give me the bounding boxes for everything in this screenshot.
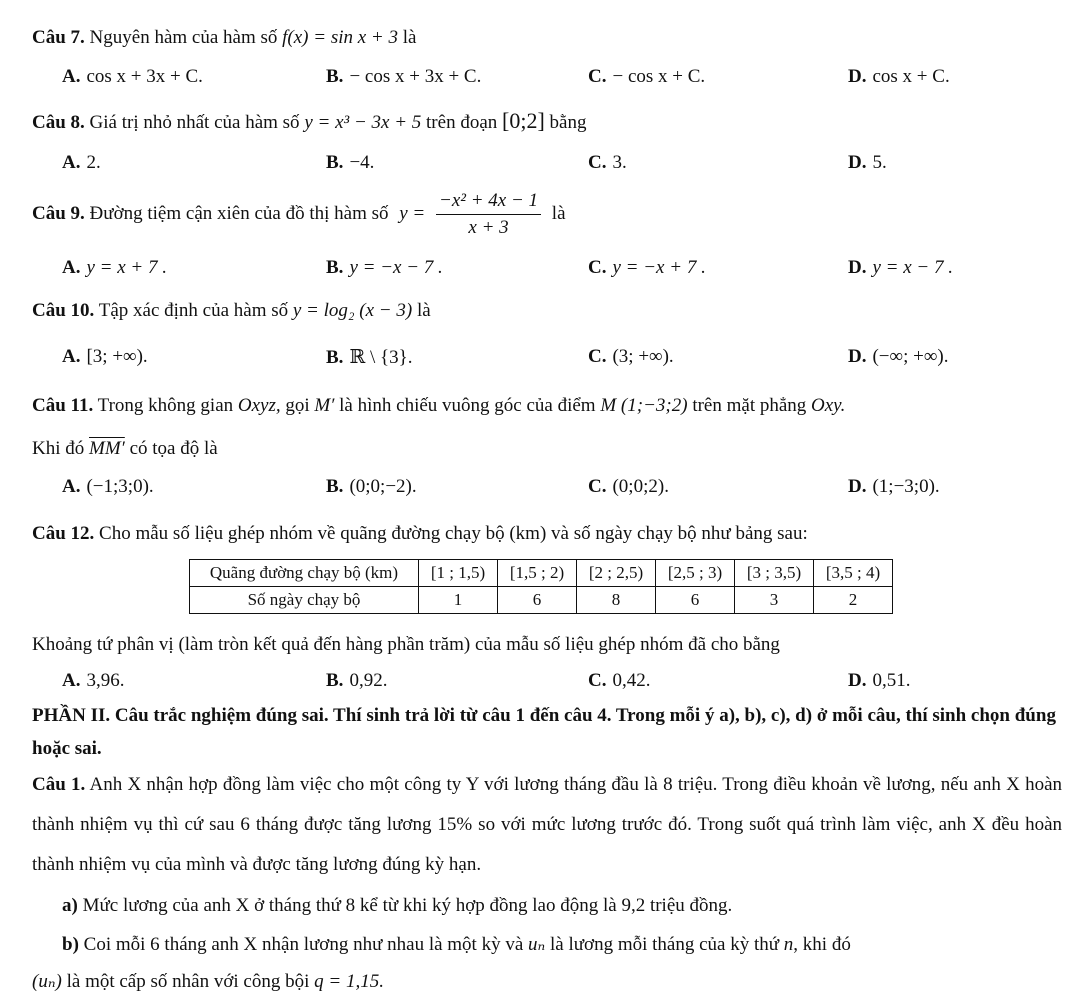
q12-text: Cho mẫu số liệu ghép nhóm về quãng đường chạy bộ (km) và số ngày chạy bộ như bảng sau:	[99, 523, 808, 544]
table-cell: 3	[735, 587, 814, 614]
part2-q1-text: Anh X nhận hợp đồng làm việc cho một công ty Y với lương tháng đầu là 8 triệu. Trong điều khoản về lương, nếu anh X hoàn thành nhiệm vụ thì cứ sau 6 tháng được tăng lương 15% so với mức lương trước đó. Trong suốt quá trình làm việc, anh X đều hoàn thành nhiệm vụ của mình và được tăng lương đúng kỳ hạn.	[32, 774, 1063, 875]
q12-option-b[interactable]: B. 0,92.	[326, 670, 388, 691]
q10-label: Câu 10.	[32, 300, 95, 321]
q10-text: Tập xác định của hàm số	[98, 300, 289, 321]
item-b-text-4: là một cấp số nhân với công bội	[66, 971, 310, 992]
q7-option-a[interactable]: A. cos x + 3x + C.	[62, 66, 203, 87]
item-a-label: a)	[62, 895, 78, 916]
q9-suffix: là	[551, 202, 566, 224]
table-cell: 6	[498, 587, 577, 614]
q7-label: Câu 7.	[32, 27, 85, 48]
q12-label: Câu 12.	[32, 523, 95, 544]
part2-q1-label: Câu 1.	[32, 774, 86, 795]
q11-option-c[interactable]: C. (0;0;2).	[588, 476, 669, 497]
q12-options	[0, 670, 1090, 700]
question-12	[32, 523, 808, 545]
question-11-line-2	[32, 438, 218, 460]
q8-option-a[interactable]: A. 2.	[62, 152, 101, 173]
table-cell: 6	[656, 587, 735, 614]
item-b-label: b)	[62, 934, 79, 955]
question-9	[32, 190, 566, 239]
part2-heading: PHẦN II. Câu trắc nghiệm đúng sai. Thí sinh trả lời từ câu 1 đến câu 4. Trong mỗi ý a), b), c), d) ở mỗi câu, thí sinh chọn đúng hoặc sai.	[32, 705, 1056, 759]
q8-formula: y = x³ − 3x + 5	[304, 112, 422, 133]
q11-text-6: có tọa độ là	[129, 438, 218, 459]
item-b-seq: (uₙ)	[32, 971, 62, 992]
q7-text: Nguyên hàm của hàm số	[89, 27, 278, 48]
q11-text-4: trên mặt phẳng	[692, 395, 807, 416]
q9-lhs: y =	[399, 202, 426, 224]
q11-plane: Oxy.	[811, 395, 846, 416]
q11-options	[0, 476, 1090, 506]
q7-option-d[interactable]: D. cos x + C.	[848, 66, 950, 87]
table-cell: 8	[577, 587, 656, 614]
q9-options	[0, 257, 1090, 287]
q11-vector: MM′	[89, 438, 125, 459]
part2-question-1	[32, 765, 1062, 885]
table-row-counts	[190, 587, 893, 614]
question-8	[32, 108, 586, 134]
q8-option-c[interactable]: C. 3.	[588, 152, 627, 173]
q7-suffix: là	[402, 27, 417, 48]
table-header-days: Số ngày chạy bộ	[190, 587, 419, 614]
q12-question: Khoảng tứ phân vị (làm tròn kết quả đến hàng phần trăm) của mẫu số liệu ghép nhóm đã cho bằng	[32, 634, 780, 655]
q10-formula: y = log₂ (x − 3)	[292, 300, 413, 321]
q9-option-c[interactable]: C. y = −x + 7 .	[588, 257, 706, 278]
item-b-text-3: , khi đó	[793, 934, 851, 955]
item-b-q: q = 1,15.	[314, 971, 384, 992]
q8-option-d[interactable]: D. 5.	[848, 152, 887, 173]
q11-text-5: Khi đó	[32, 438, 85, 459]
q11-mprime: M′	[314, 395, 335, 416]
q11-text-2: gọi	[285, 395, 310, 416]
q7-options	[0, 66, 1090, 96]
q10-options	[0, 346, 1090, 376]
table-cell: 2	[814, 587, 893, 614]
q9-fraction	[436, 190, 541, 239]
q10-option-a[interactable]: A. [3; +∞).	[62, 346, 148, 367]
q11-text-1: Trong không gian	[97, 395, 234, 416]
part2-item-b-line-2	[32, 970, 384, 993]
question-11	[32, 395, 845, 417]
question-10	[32, 300, 431, 322]
q8-interval: [0;2]	[502, 108, 545, 133]
q9-denominator: x + 3	[468, 217, 509, 238]
table-cell: [1,5 ; 2)	[498, 560, 577, 587]
q9-option-b[interactable]: B. y = −x − 7 .	[326, 257, 443, 278]
q7-option-b[interactable]: B. − cos x + 3x + C.	[326, 66, 482, 87]
q10-option-c[interactable]: C. (3; +∞).	[588, 346, 674, 367]
q10-option-d[interactable]: D. (−∞; +∞).	[848, 346, 949, 367]
q7-formula: f(x) = sin x + 3	[282, 27, 399, 48]
q8-option-b[interactable]: B. −4.	[326, 152, 375, 173]
item-b-text-2: là lương mỗi tháng của kỳ thứ	[549, 934, 780, 955]
q9-label: Câu 9.	[32, 202, 85, 224]
q12-option-a[interactable]: A. 3,96.	[62, 670, 125, 691]
q9-text: Đường tiệm cận xiên của đồ thị hàm số	[89, 202, 389, 224]
q10-suffix: là	[416, 300, 431, 321]
q11-option-b[interactable]: B. (0;0;−2).	[326, 476, 417, 497]
q8-label: Câu 8.	[32, 112, 85, 133]
q11-space: Oxyz,	[237, 395, 281, 416]
table-row-intervals	[190, 560, 893, 587]
q8-text: Giá trị nhỏ nhất của hàm số	[89, 112, 300, 133]
item-b-un: uₙ	[528, 934, 546, 955]
q9-option-d[interactable]: D. y = x − 7 .	[848, 257, 953, 278]
question-7	[32, 27, 416, 49]
item-a-text: Mức lương của anh X ở tháng thứ 8 kể từ khi ký hợp đồng lao động là 9,2 triệu đồng.	[82, 895, 733, 916]
q9-option-a[interactable]: A. y = x + 7 .	[62, 257, 167, 278]
q10-option-b[interactable]: B. ℝ \ {3}.	[326, 347, 413, 368]
table-cell: 1	[419, 587, 498, 614]
part2-item-b[interactable]	[62, 933, 851, 956]
table-cell: [1 ; 1,5)	[419, 560, 498, 587]
part2-item-a[interactable]	[62, 895, 732, 917]
table-cell: [3 ; 3,5)	[735, 560, 814, 587]
q11-option-d[interactable]: D. (1;−3;0).	[848, 476, 940, 497]
q7-option-c[interactable]: C. − cos x + C.	[588, 66, 706, 87]
q11-label: Câu 11.	[32, 395, 94, 416]
item-b-n: n	[783, 934, 794, 955]
q8-options	[0, 152, 1090, 182]
table-cell: [3,5 ; 4)	[814, 560, 893, 587]
q11-text-3: là hình chiếu vuông góc của điểm	[339, 395, 596, 416]
q9-numerator: −x² + 4x − 1	[436, 190, 541, 215]
table-cell: [2,5 ; 3)	[656, 560, 735, 587]
q12-option-d[interactable]: D. 0,51.	[848, 670, 911, 691]
item-b-text-1: Coi mỗi 6 tháng anh X nhận lương như nhau là một kỳ và	[83, 934, 524, 955]
q11-point: M (1;−3;2)	[600, 395, 688, 416]
table-cell: [2 ; 2,5)	[577, 560, 656, 587]
q12-option-c[interactable]: C. 0,42.	[588, 670, 651, 691]
q8-suffix: bằng	[549, 112, 587, 133]
q8-middle: trên đoạn	[426, 112, 498, 133]
frequency-table	[189, 559, 893, 614]
table-header-distance: Quãng đường chạy bộ (km)	[190, 560, 419, 587]
q11-option-a[interactable]: A. (−1;3;0).	[62, 476, 154, 497]
